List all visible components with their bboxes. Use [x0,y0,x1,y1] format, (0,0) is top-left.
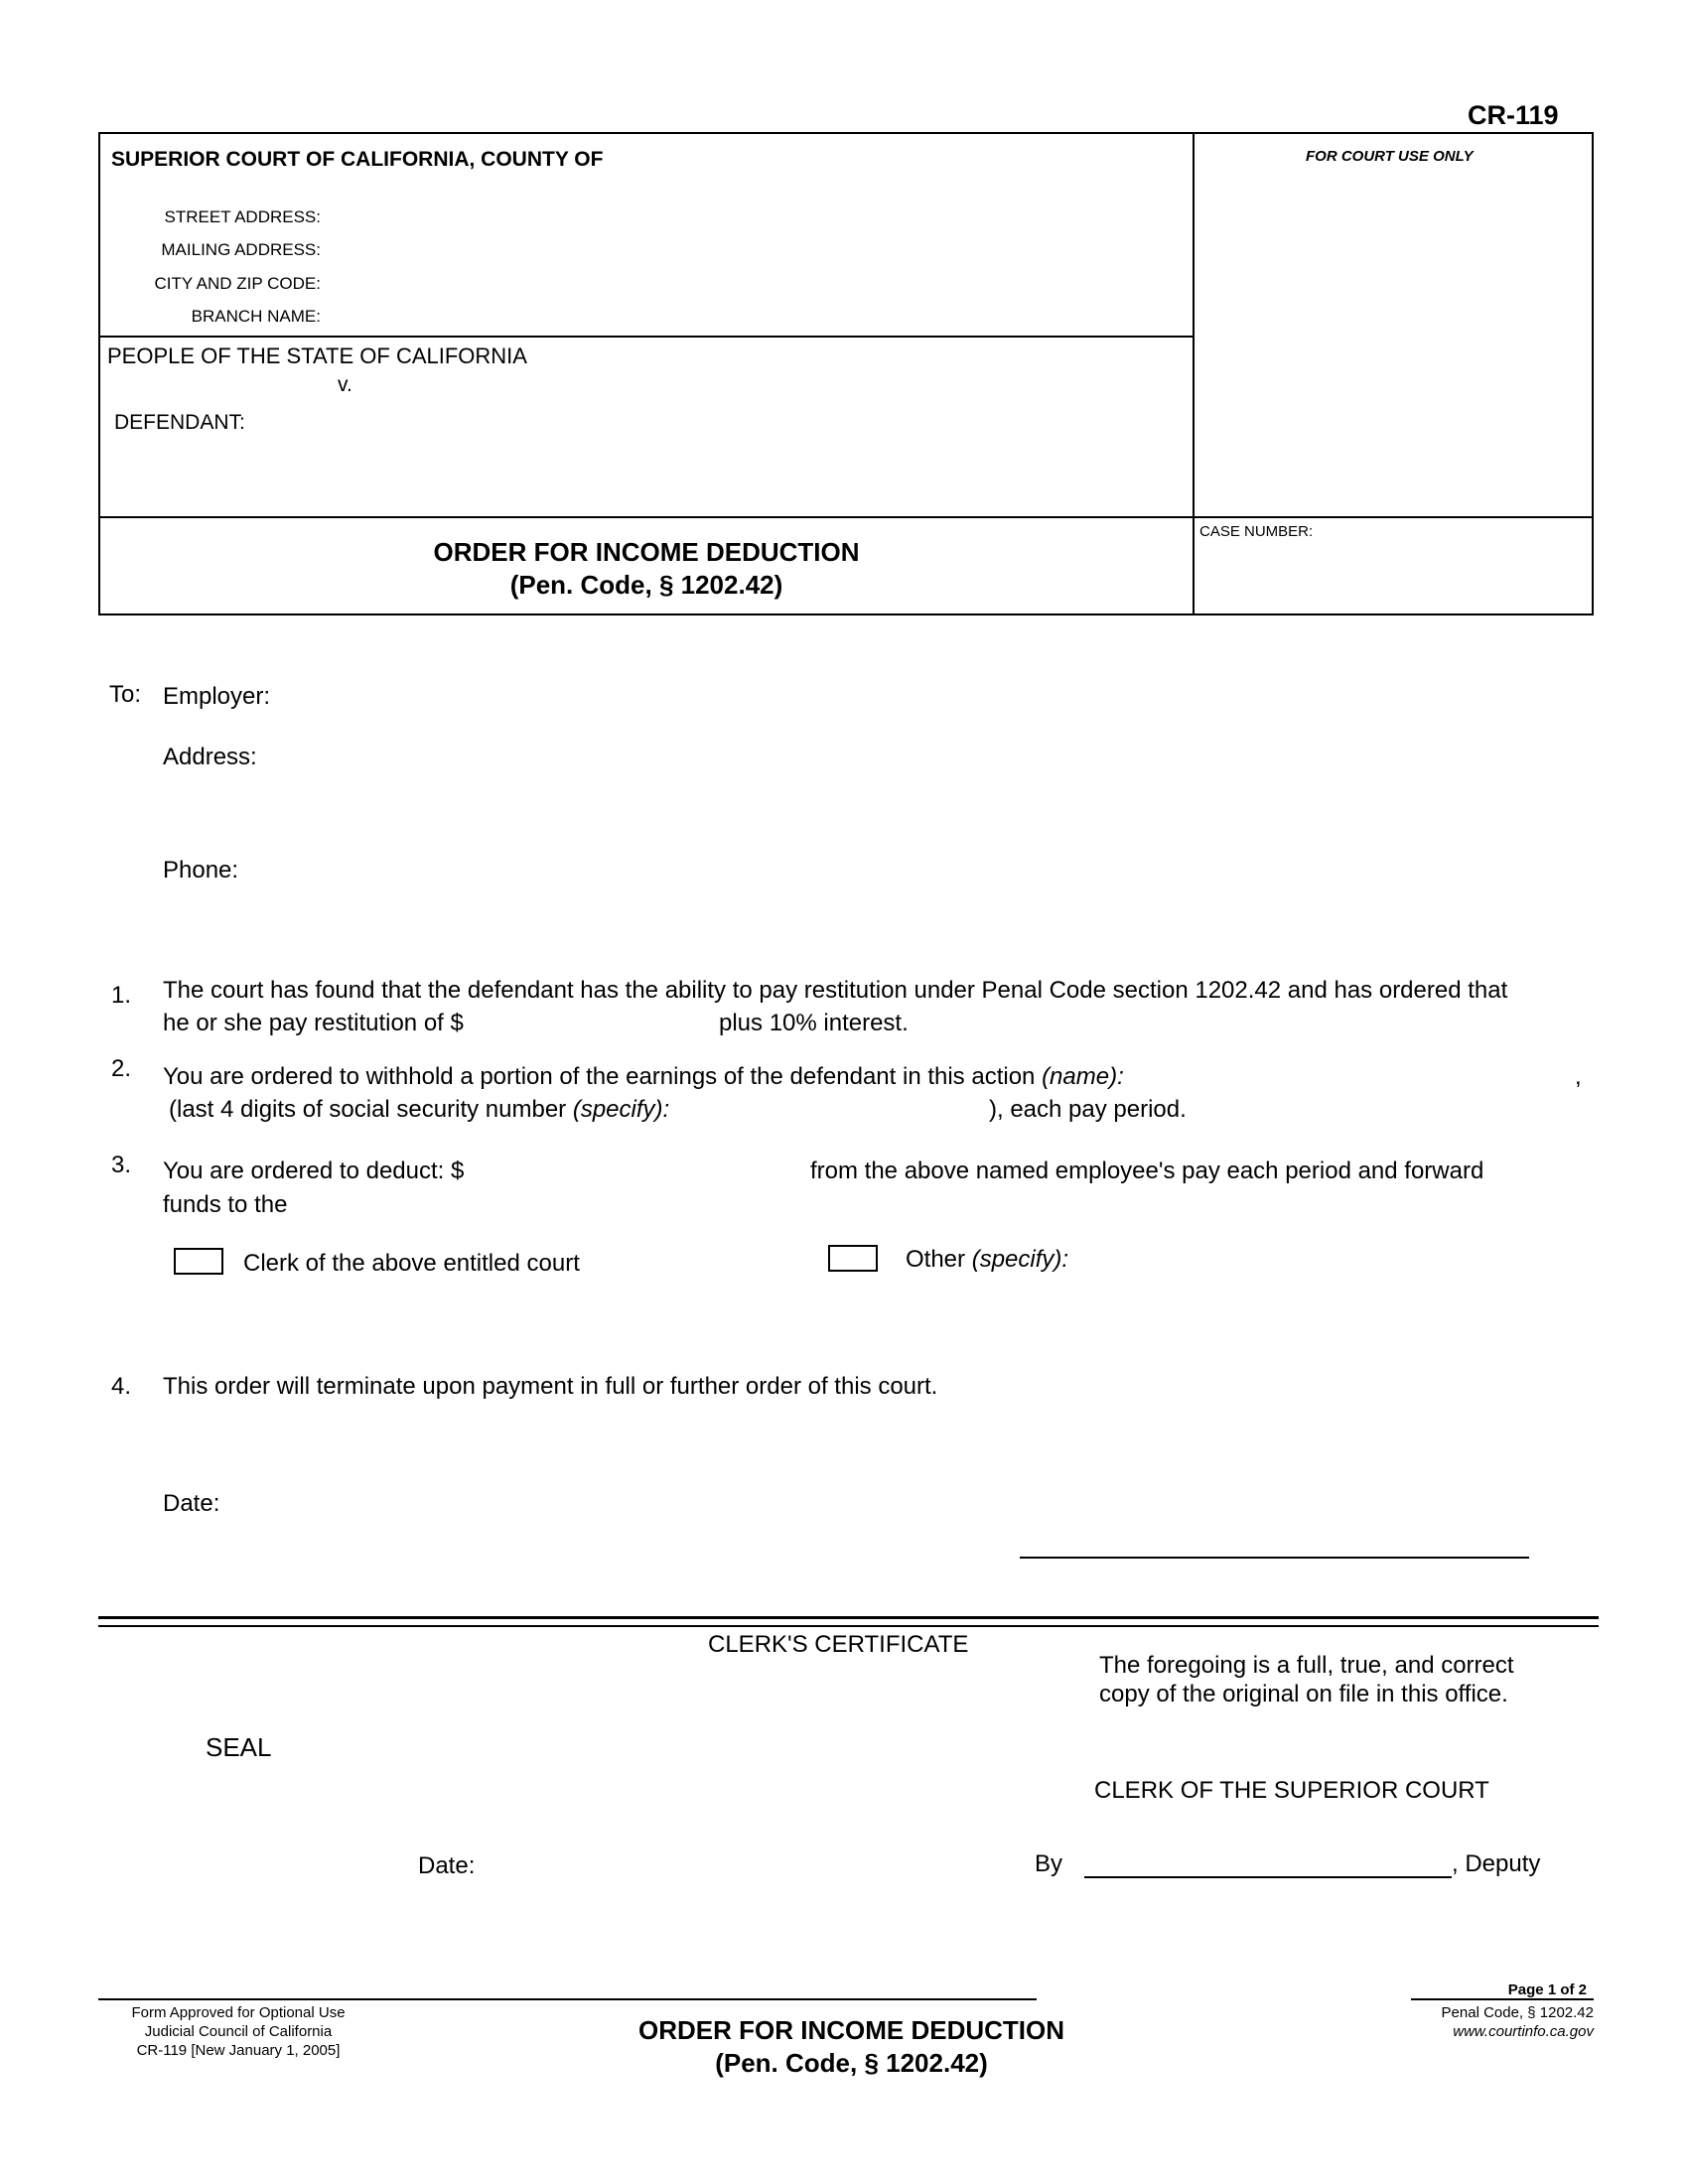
court-title: SUPERIOR COURT OF CALIFORNIA, COUNTY OF [111,148,604,171]
certificate-title: CLERK'S CERTIFICATE [708,1631,969,1658]
to-label: To: [109,681,142,708]
clerk-title: CLERK OF THE SUPERIOR COURT [1094,1777,1489,1804]
court-party-divider [98,336,1195,338]
court-use-only-label: FOR COURT USE ONLY [1306,148,1474,165]
certificate-rule-top [98,1616,1599,1619]
footer-rule-right [1411,1998,1594,2000]
clerk-checkbox[interactable] [174,1248,223,1275]
other-option-label [906,1246,1068,1274]
other-specify-label: (specify): [971,1246,1069,1273]
deputy-signature-line[interactable] [1084,1876,1452,1878]
item4-number: 4. [111,1373,132,1400]
certificate-statement-line2: copy of the original on file in this office. [1099,1681,1508,1707]
certificate-rule-bottom [98,1625,1599,1627]
footer-right-line1: Penal Code, § 1202.42 [1441,2004,1594,2021]
order-subtitle: (Pen. Code, § 1202.42) [509,570,783,600]
page-number: Page 1 of 2 [1507,1981,1587,1998]
title-divider [98,516,1594,518]
item2-specify-label: (specify): [572,1096,670,1123]
item1-number: 1. [111,982,132,1009]
clerk-option-label: Clerk of the above entitled court [243,1250,580,1277]
seal-label: SEAL [206,1732,272,1762]
item2-line2 [169,1096,669,1124]
address-label: Address: [163,744,257,770]
footer-left [98,2003,378,2060]
defendant-label: DEFENDANT: [114,411,245,434]
street-address-label: STREET ADDRESS: [164,207,321,226]
employer-label: Employer: [163,683,271,710]
branch-name-label: BRANCH NAME: [191,307,321,326]
other-checkbox[interactable] [828,1245,878,1272]
item3-line1a: You are ordered to deduct: $ [163,1158,465,1184]
item2-comma: , [1575,1063,1582,1090]
footer-subtitle: (Pen. Code, § 1202.42) [715,2048,988,2078]
item2-line2a: (last 4 digits of social security number [169,1096,567,1123]
item3-line1b: from the above named employee's pay each period and forward [810,1158,1484,1184]
item1-line2b: plus 10% interest. [719,1010,909,1036]
city-zip-label: CITY AND ZIP CODE: [154,274,321,293]
item2-number: 2. [111,1055,132,1082]
item2-line2b: ), each pay period. [989,1096,1187,1123]
item4-text: This order will terminate upon payment in full or further order of this court. [163,1373,938,1400]
versus-label: v. [338,373,352,396]
footer-left-line2: Judicial Council of California [144,2023,333,2040]
item1-line2a: he or she pay restitution of $ [163,1010,464,1036]
mailing-address-label: MAILING ADDRESS: [161,240,321,259]
order-title: ORDER FOR INCOME DEDUCTION [433,537,860,567]
item2-line1 [163,1063,1124,1091]
footer-left-line3: CR-119 [New January 1, 2005] [136,2042,341,2059]
item2-line1a: You are ordered to withhold a portion of the earnings of the defendant in this action [163,1063,1036,1090]
by-label: By [1035,1850,1063,1877]
item3-number: 3. [111,1152,132,1178]
form-id: CR-119 [1468,100,1559,130]
case-number-label: CASE NUMBER: [1199,523,1314,540]
date-label: Date: [163,1490,220,1517]
certificate-statement-line1: The foregoing is a full, true, and correct [1099,1652,1514,1679]
footer-title: ORDER FOR INCOME DEDUCTION [638,2015,1064,2045]
footer-right-line2[interactable]: www.courtinfo.ca.gov [1453,2023,1594,2040]
judge-signature-line[interactable] [1020,1557,1529,1559]
item3-line2: funds to the [163,1191,288,1218]
footer-left-line1: Form Approved for Optional Use [131,2004,346,2021]
item1-line1: The court has found that the defendant has the ability to pay restitution under Penal Code section 1202.42 and has ordered that [163,977,1508,1004]
deputy-label: , Deputy [1452,1850,1541,1877]
item2-name-label: (name): [1042,1063,1124,1090]
certificate-date-label: Date: [418,1852,476,1879]
footer-rule-left [98,1998,1037,2000]
people-label: PEOPLE OF THE STATE OF CALIFORNIA [107,343,527,368]
other-label: Other [906,1246,966,1273]
phone-label: Phone: [163,857,239,884]
